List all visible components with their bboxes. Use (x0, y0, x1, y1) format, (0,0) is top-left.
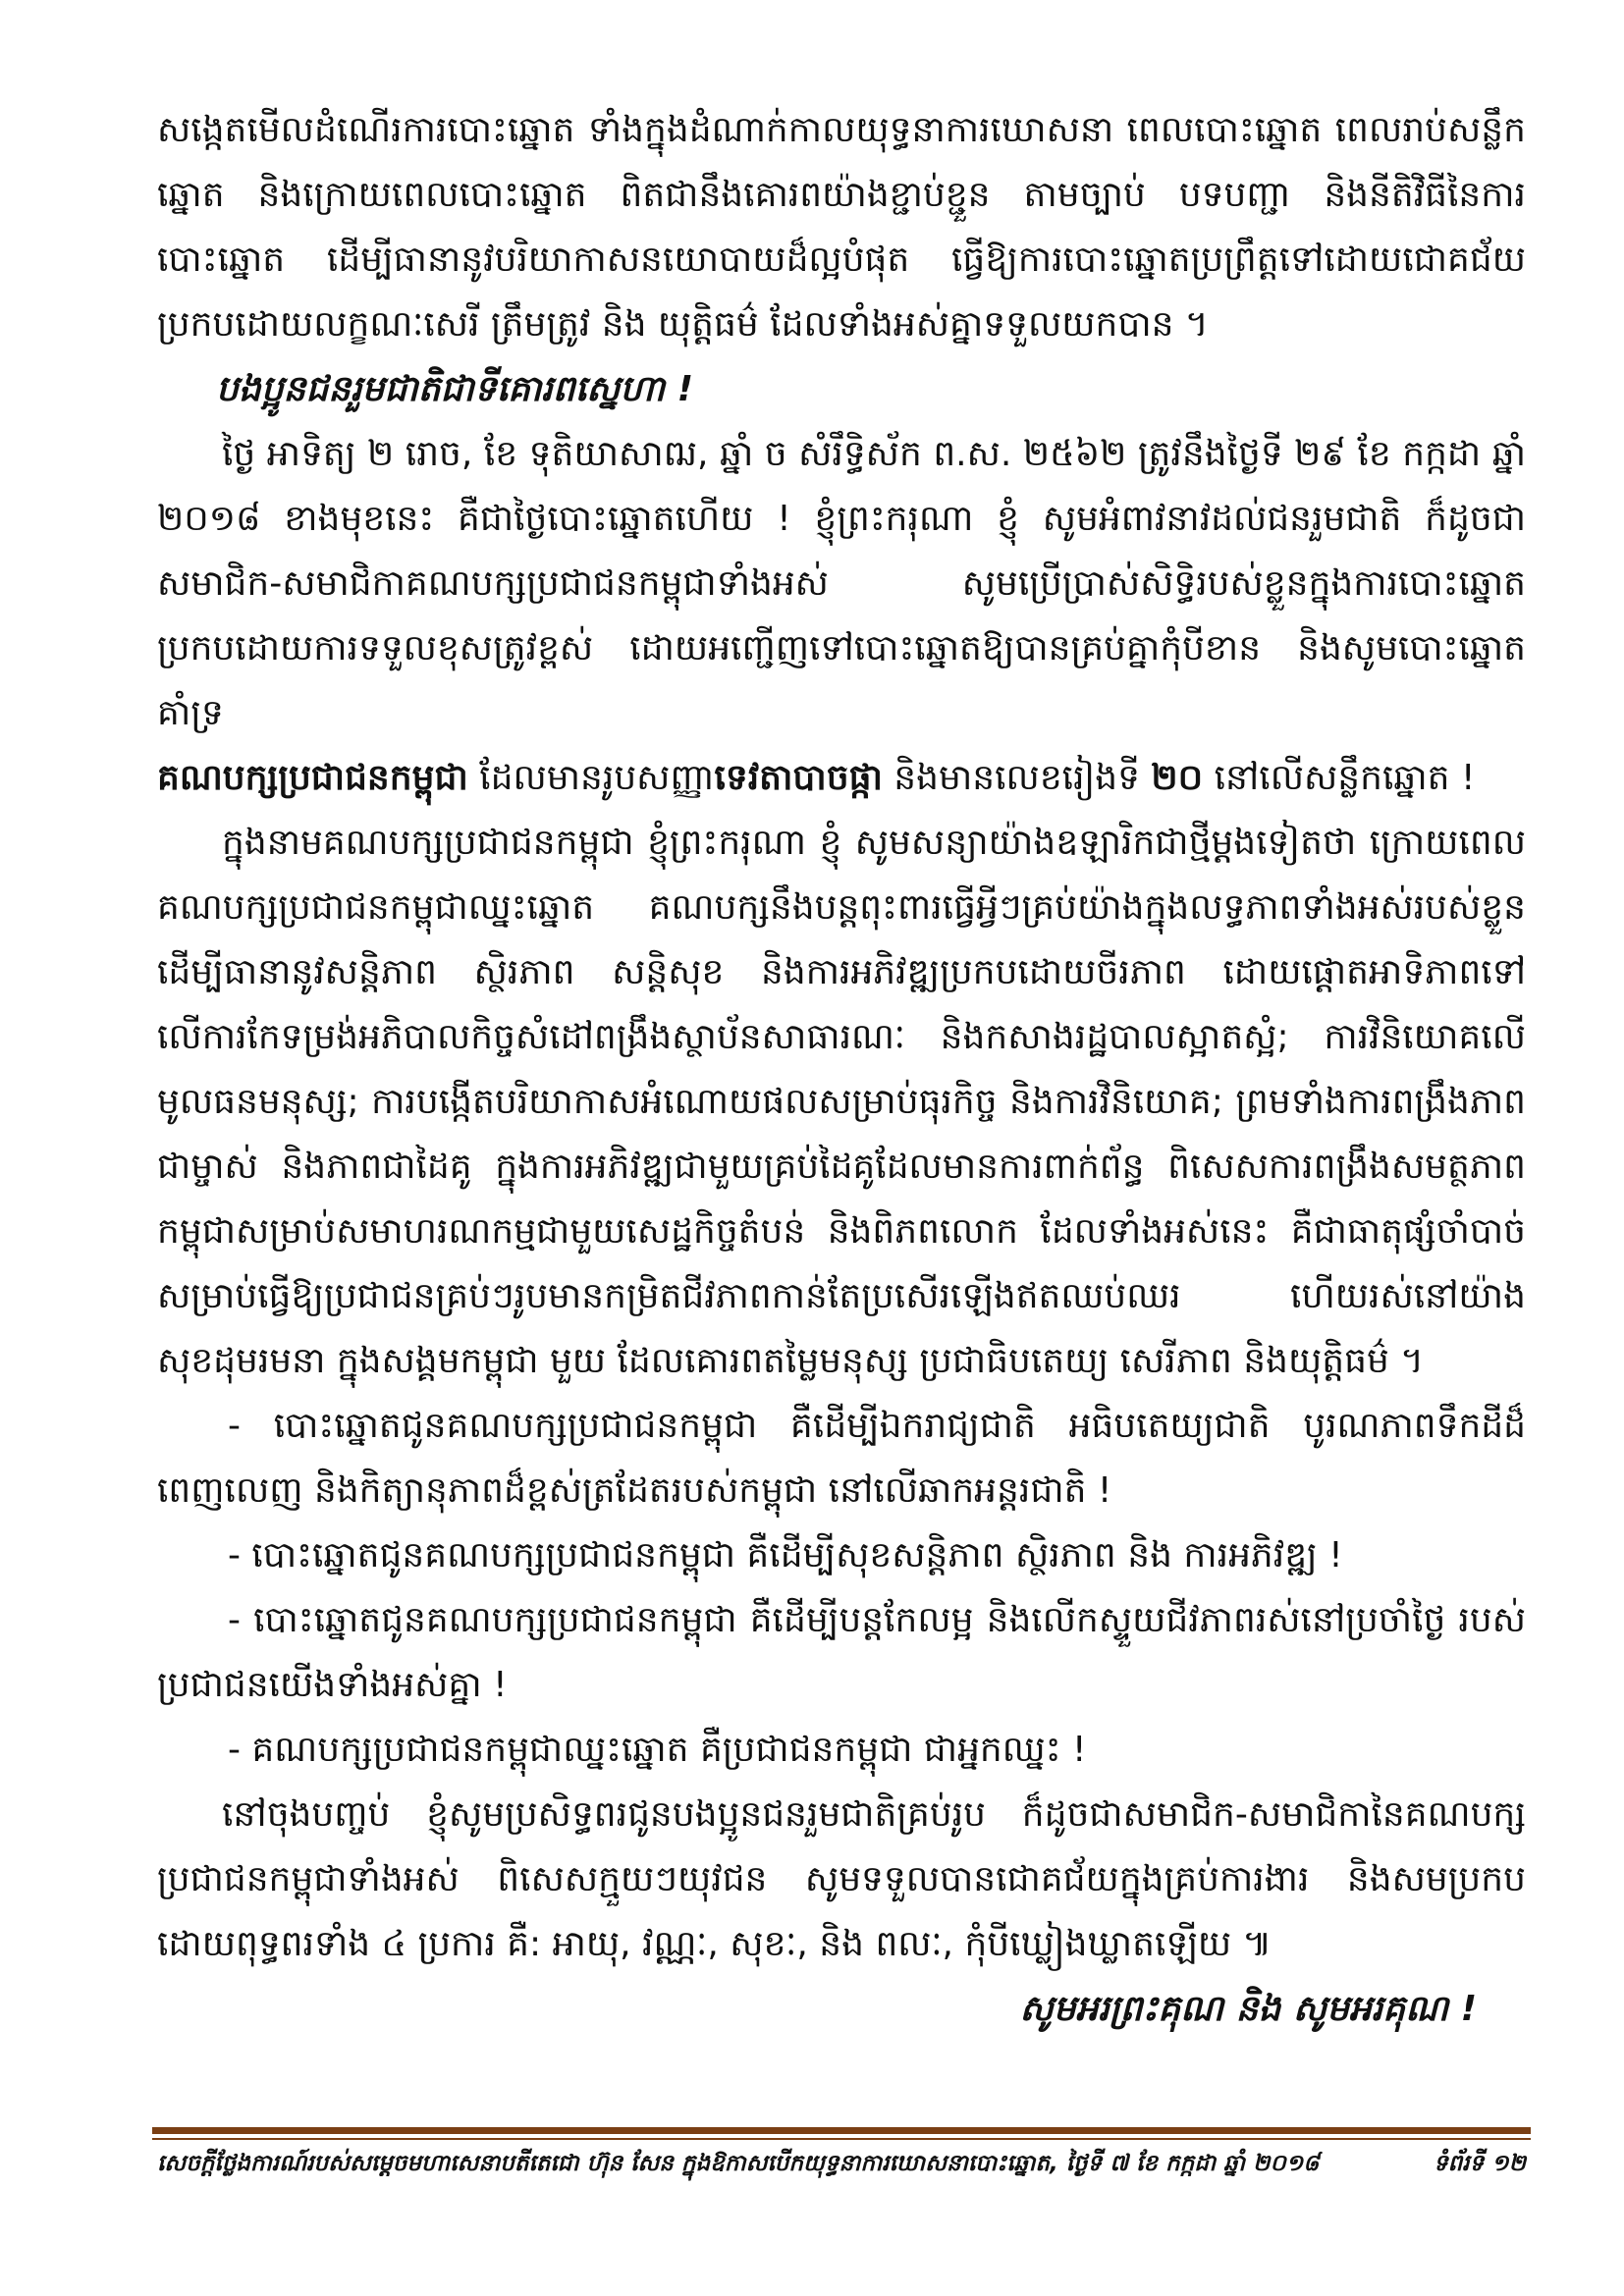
document-body (157, 98, 1526, 2042)
page-footer (157, 2146, 1526, 2185)
ballot-number: ២០ (1151, 758, 1204, 798)
footer-caption-prefix: សេចក្តីថ្លែងការណ៍របស់សម្តេចមហាសេនាបតីតេជោ (157, 2150, 587, 2176)
paragraph-election-date (157, 422, 1526, 811)
paragraph-commitment: ក្នុងនាមគណបក្សប្រជាជនកម្ពុជា ខ្ញុំព្រះករុណា ខ្ញុំ សូមសន្យាយ៉ាងឧឡារិកជាថ្មីម្តងទៀតថា ក្រោយពេលគណបក្សប្រជាជនកម្ពុជាឈ្នះឆ្នោត គណបក្សនឹងបន្តពុះពារធ្វើអ្វីៗគ្រប់យ៉ាងក្នុងលទ្ធភាពទាំងអស់របស់ខ្លួន ដើម្បីធានានូវសន្តិភាព ស្ថិរភាព សន្តិសុខ និងការអភិវឌ្ឍប្រកបដោយចីរភាព ដោយផ្តោតអាទិភាពទៅលើការកែទម្រង់អភិបាលកិច្ចសំដៅពង្រឹងស្ថាប័នសាធារណៈ និងកសាងរដ្ឋបាលស្អាតស្អំ; ការវិនិយោគលើមូលធនមនុស្ស; ការបង្កើតបរិយាកាសអំណោយផលសម្រាប់ធុរកិច្ច និងការវិនិយោគ; ព្រមទាំងការពង្រឹងភាពជាម្ចាស់ និងភាពជាដៃគូ ក្នុងការអភិវឌ្ឍជាមួយគ្រប់ដៃគូដែលមានការពាក់ព័ន្ធ ពិសេសការពង្រឹងសមត្ថភាពកម្ពុជាសម្រាប់សមាហរណកម្មជាមួយសេដ្ឋកិច្ចតំបន់ និងពិភពលោក ដែលទាំងអស់នេះ គឺជាធាតុផ្សំចាំបាច់សម្រាប់ធ្វើឱ្យប្រជាជនគ្រប់ៗរូបមានកម្រិតជីវភាពកាន់តែប្រសើរឡើងឥតឈប់ឈរ ហើយរស់នៅយ៉ាងសុខដុមរមនា ក្នុងសង្គមកម្ពុជា មួយ ដែលគោរពតម្លៃមនុស្ស ប្រជាធិបតេយ្យ សេរីភាព និងយុត្តិធម៌ ។ (157, 823, 1526, 1381)
footer-rule-thin (152, 2138, 1531, 2140)
paragraph-blessing: នៅចុងបញ្ចប់ ខ្ញុំសូមប្រសិទ្ធពរជូនបងប្អូនជនរួមជាតិគ្រប់រូប ក៏ដូចជាសមាជិក-សមាជិកានៃគណបក្សប្រជាជនកម្ពុជាទាំងអស់ ពិសេសក្មួយៗយុវជន សូមទទួលបានជោគជ័យក្នុងគ្រប់ការងារ និងសមប្រកប ដោយពុទ្ធពរទាំង ៤ ប្រការ គឺ: អាយុ, វណ្ណៈ, សុខៈ, និង ពលៈ, កុំបីឃ្លៀងឃ្លាតឡើយ ៕ (157, 1794, 1526, 1964)
page-number: ទំព័រទី ១២ (1434, 2150, 1526, 2176)
footer-caption (157, 2150, 1319, 2182)
party-name: គណបក្សប្រជាជនកម្ពុជា (157, 758, 468, 798)
party-logo-name: ទេវតាបាចផ្កា (714, 758, 883, 798)
bullet-item: - បោះឆ្នោតជូនគណបក្សប្រជាជនកម្ពុជា គឺដើម្បីឯករាជ្យជាតិ អធិបតេយ្យជាតិ បូរណភាពទឹកដីដ៏ពេញលេញ និងកិត្យានុភាពដ៏ខ្ពស់ត្រដែតរបស់កម្ពុជា នៅលើឆាកអន្តរជាតិ ! (157, 1406, 1526, 1511)
ballot-number-prefix: និងមានលេខរៀងទី (882, 758, 1152, 798)
paragraph-observation: សង្កេតមើលដំណើរការបោះឆ្នោត ទាំងក្នុងដំណាក់កាលយុទ្ធនាការឃោសនា ពេលបោះឆ្នោត ពេលរាប់សន្លឹកឆ្នោត និងក្រោយពេលបោះឆ្នោត ពិតជានឹងគោរពយ៉ាងខ្ជាប់ខ្ជួន តាមច្បាប់ បទបញ្ជា និងនីតិវិធីនៃការបោះឆ្នោត ដើម្បីធានានូវបរិយាកាសនយោបាយដ៏ល្អបំផុត ធ្វើឱ្យការបោះឆ្នោតប្រព្រឹត្តទៅដោយជោគជ័យ ប្រកបដោយលក្ខណៈសេរី ត្រឹមត្រូវ និង យុត្តិធម៌ ដែលទាំងអស់គ្នាទទួលយកបាន ។ (157, 110, 1526, 345)
bullet-item: - គណបក្សប្រជាជនកម្ពុជាឈ្នះឆ្នោត គឺប្រជាជនកម្ពុជា ជាអ្នកឈ្នះ ! (228, 1730, 1087, 1770)
election-logo-prefix: ដែលមានរូបសញ្ញា (467, 758, 715, 798)
bullet-item: - បោះឆ្នោតជូនគណបក្សប្រជាជនកម្ពុជា គឺដើម្បីបន្តកែលម្អ និងលើកស្ទួយជីវភាពរស់នៅប្រចាំថ្ងៃ របស់ប្រជាជនយើងទាំងអស់គ្នា ! (157, 1600, 1526, 1705)
footer-speaker-name: ហ៊ុន សែន (586, 2150, 674, 2176)
closing-thanks: សូមអរព្រះគុណ និង សូមអរគុណ ! (1019, 1989, 1477, 2029)
election-end-text: នៅលើសន្លឹកឆ្នោត ! (1203, 758, 1476, 798)
salutation-heading: បងប្អូនជនរួមជាតិជាទីគោរពស្នេហា ! (216, 369, 693, 409)
footer-caption-suffix: ក្នុងឱកាសបើកយុទ្ធនាការឃោសនាបោះឆ្នោត, ថ្ងៃទី ៧ ខែ កក្កដា ឆ្នាំ ២០១៨ (673, 2150, 1320, 2176)
election-date-text: ថ្ងៃ អាទិត្យ ២ រោច, ខែ ទុតិយាសាឍ, ឆ្នាំ ច សំរឹទ្ធិស័ក ព.ស. ២៥៦២ ត្រូវនឹងថ្ងៃទី ២៩ ខែ កក្កដា ឆ្នាំ ២០១៨ ខាងមុខនេះ គឺជាថ្ងៃបោះឆ្នោតហើយ ! ខ្ញុំព្រះករុណា ខ្ញុំ សូមអំពាវនាវដល់ជនរួមជាតិ ក៏ដូចជាសមាជិក-សមាជិកាគណបក្សប្រជាជនកម្ពុជាទាំងអស់ សូមប្រើប្រាស់សិទ្ធិរបស់ខ្លួនក្នុងការបោះឆ្នោត ប្រកបដោយការទទួលខុសត្រូវខ្ពស់ ដោយអញ្ជើញទៅបោះឆ្នោតឱ្យបានគ្រប់គ្នាកុំបីខាន និងសូមបោះឆ្នោតគាំទ្រ (157, 434, 1526, 733)
bullet-item: - បោះឆ្នោតជូនគណបក្សប្រជាជនកម្ពុជា គឺដើម្បីសុខសន្តិភាព ស្ថិរភាព និង ការអភិវឌ្ឍ ! (228, 1535, 1343, 1575)
footer-rule (152, 2127, 1531, 2134)
